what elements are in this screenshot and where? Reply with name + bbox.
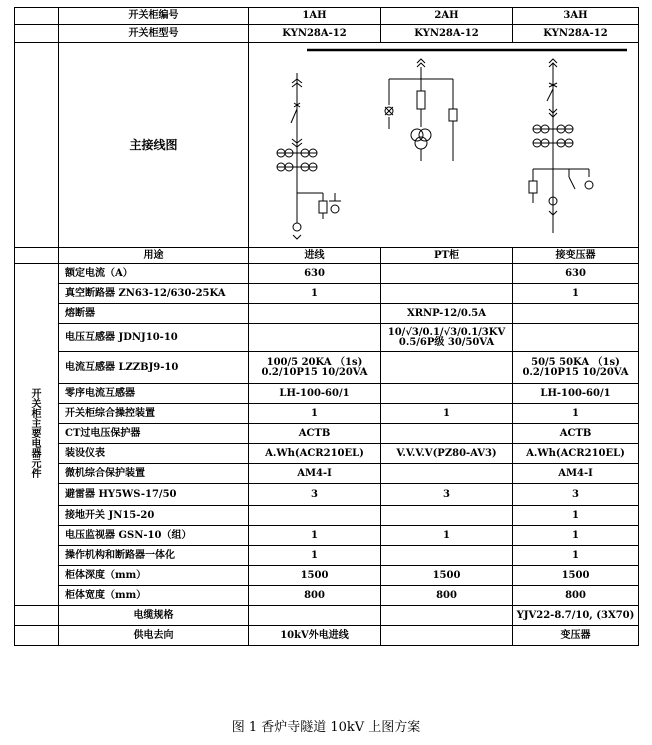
cable-value: YJV22-8.7/10, (3X70) (513, 606, 639, 626)
spec-value: 1 (381, 526, 513, 546)
spec-label: 微机综合保护装置 (59, 464, 249, 484)
cabinet-number-row (15, 8, 639, 25)
spec-value: 1500 (513, 566, 639, 586)
spec-label: 电压互感器 JDNJ10-10 (59, 324, 249, 352)
cable-value (249, 606, 381, 626)
spec-value: 1 (249, 404, 381, 424)
spec-value: 630 (513, 264, 639, 284)
spec-value (381, 464, 513, 484)
spec-value: LH-100-60/1 (513, 384, 639, 404)
spec-value: 1 (249, 526, 381, 546)
spec-row (15, 352, 639, 384)
spec-label: 熔断器 (59, 304, 249, 324)
spec-row (15, 284, 639, 304)
spec-label: 开关柜综合操控装置 (59, 404, 249, 424)
spec-label: 电流互感器 LZZBJ9-10 (59, 352, 249, 384)
spec-value: V.V.V.V(PZ80-AV3) (381, 444, 513, 464)
spec-row (15, 424, 639, 444)
switchgear-spec-table (14, 7, 639, 646)
spec-value: ACTB (513, 424, 639, 444)
supply-value: 10kV外电进线 (249, 626, 381, 646)
cable-value (381, 606, 513, 626)
spec-value (249, 304, 381, 324)
spec-row (15, 586, 639, 606)
spec-value (249, 506, 381, 526)
spec-value: 3 (381, 484, 513, 506)
spec-value: AM4-I (249, 464, 381, 484)
spec-value (381, 352, 513, 384)
cabinet-model-row (15, 25, 639, 43)
spec-row (15, 304, 639, 324)
spec-row (15, 526, 639, 546)
spec-value (513, 304, 639, 324)
spec-label: 装设仪表 (59, 444, 249, 464)
spec-value: LH-100-60/1 (249, 384, 381, 404)
spec-value (381, 264, 513, 284)
spec-row (15, 444, 639, 464)
spec-value: A.Wh(ACR210EL) (249, 444, 381, 464)
spec-value: 3 (249, 484, 381, 506)
usage-label: 用途 (59, 248, 249, 264)
cabinet-model-3: KYN28A-12 (513, 25, 639, 43)
spec-value (381, 384, 513, 404)
spec-label: 接地开关 JN15-20 (59, 506, 249, 526)
single-line-diagram-svg (249, 43, 639, 247)
cabinet-1-diagram (277, 73, 341, 239)
spec-label: 柜体宽度（mm） (59, 586, 249, 606)
cabinet-number-1: 1AH (249, 8, 381, 25)
spec-row (15, 384, 639, 404)
cabinet-model-label: 开关柜型号 (59, 25, 249, 43)
supply-label: 供电去向 (59, 626, 249, 646)
spec-row (15, 324, 639, 352)
spec-value: 1500 (249, 566, 381, 586)
figure-caption: 图 1 香炉寺隧道 10kV 上图方案 (231, 720, 421, 735)
spec-value (381, 284, 513, 304)
spec-value: 1 (249, 546, 381, 566)
spec-value: XRNP-12/0.5A (381, 304, 513, 324)
spec-row (15, 484, 639, 506)
spec-value: 1 (513, 404, 639, 424)
spec-value: 800 (249, 586, 381, 606)
spec-value (381, 546, 513, 566)
spec-value: 100/5 20KA （1s) 0.2/10P15 10/20VA (249, 352, 381, 384)
spec-value (513, 324, 639, 352)
spec-row (15, 546, 639, 566)
usage-1: 进线 (249, 248, 381, 264)
spec-value: 1 (513, 284, 639, 304)
spec-value: 1 (249, 284, 381, 304)
spec-value: 1 (381, 404, 513, 424)
spec-value (249, 324, 381, 352)
cabinet-number-2: 2AH (381, 8, 513, 25)
spec-label: 零序电流互感器 (59, 384, 249, 404)
cabinet-3-diagram (529, 59, 593, 233)
spec-row (15, 566, 639, 586)
spec-label: 电压监视器 GSN-10（组） (59, 526, 249, 546)
cable-row (15, 606, 639, 626)
spec-value: 50/5 50KA （1s) 0.2/10P15 10/20VA (513, 352, 639, 384)
spec-label: 操作机构和断路器一体化 (59, 546, 249, 566)
spec-value: ACTB (249, 424, 381, 444)
spec-value: AM4-I (513, 464, 639, 484)
spec-row (15, 404, 639, 424)
spec-value: 10/√3/0.1/√3/0.1/3KV 0.5/6P级 30/50VA (381, 324, 513, 352)
spec-value: 630 (249, 264, 381, 284)
cabinet-number-label: 开关柜编号 (59, 8, 249, 25)
spec-value: 1 (513, 526, 639, 546)
diagram-row (15, 43, 639, 248)
spec-value: 1 (513, 506, 639, 526)
spec-value: 1500 (381, 566, 513, 586)
spec-value (381, 424, 513, 444)
spec-value (381, 506, 513, 526)
usage-3: 接变压器 (513, 248, 639, 264)
spec-label: 真空断路器 ZN63-12/630-25KA (59, 284, 249, 304)
spec-row (15, 506, 639, 526)
usage-row (15, 248, 639, 264)
cable-label: 电缆规格 (59, 606, 249, 626)
spec-label: 额定电流（A） (59, 264, 249, 284)
spec-label: 避雷器 HY5WS-17/50 (59, 484, 249, 506)
spec-row (15, 264, 639, 284)
spec-value: 1 (513, 546, 639, 566)
usage-2: PT柜 (381, 248, 513, 264)
spec-label: CT过电压保护器 (59, 424, 249, 444)
cabinet-number-3: 3AH (513, 8, 639, 25)
supply-row (15, 626, 639, 646)
cabinet-model-1: KYN28A-12 (249, 25, 381, 43)
spec-label: 柜体深度（mm） (59, 566, 249, 586)
single-line-diagram (249, 43, 639, 248)
supply-value (381, 626, 513, 646)
spec-row (15, 464, 639, 484)
cabinet-2-diagram (385, 59, 457, 161)
spec-value: 800 (381, 586, 513, 606)
spec-value: 800 (513, 586, 639, 606)
diagram-label: 主接线图 (59, 43, 249, 248)
spec-value: 3 (513, 484, 639, 506)
supply-value: 变压器 (513, 626, 639, 646)
spec-value: A.Wh(ACR210EL) (513, 444, 639, 464)
side-label: 开 关 柜 主 要 电 器 元 件 (15, 264, 59, 606)
cabinet-model-2: KYN28A-12 (381, 25, 513, 43)
